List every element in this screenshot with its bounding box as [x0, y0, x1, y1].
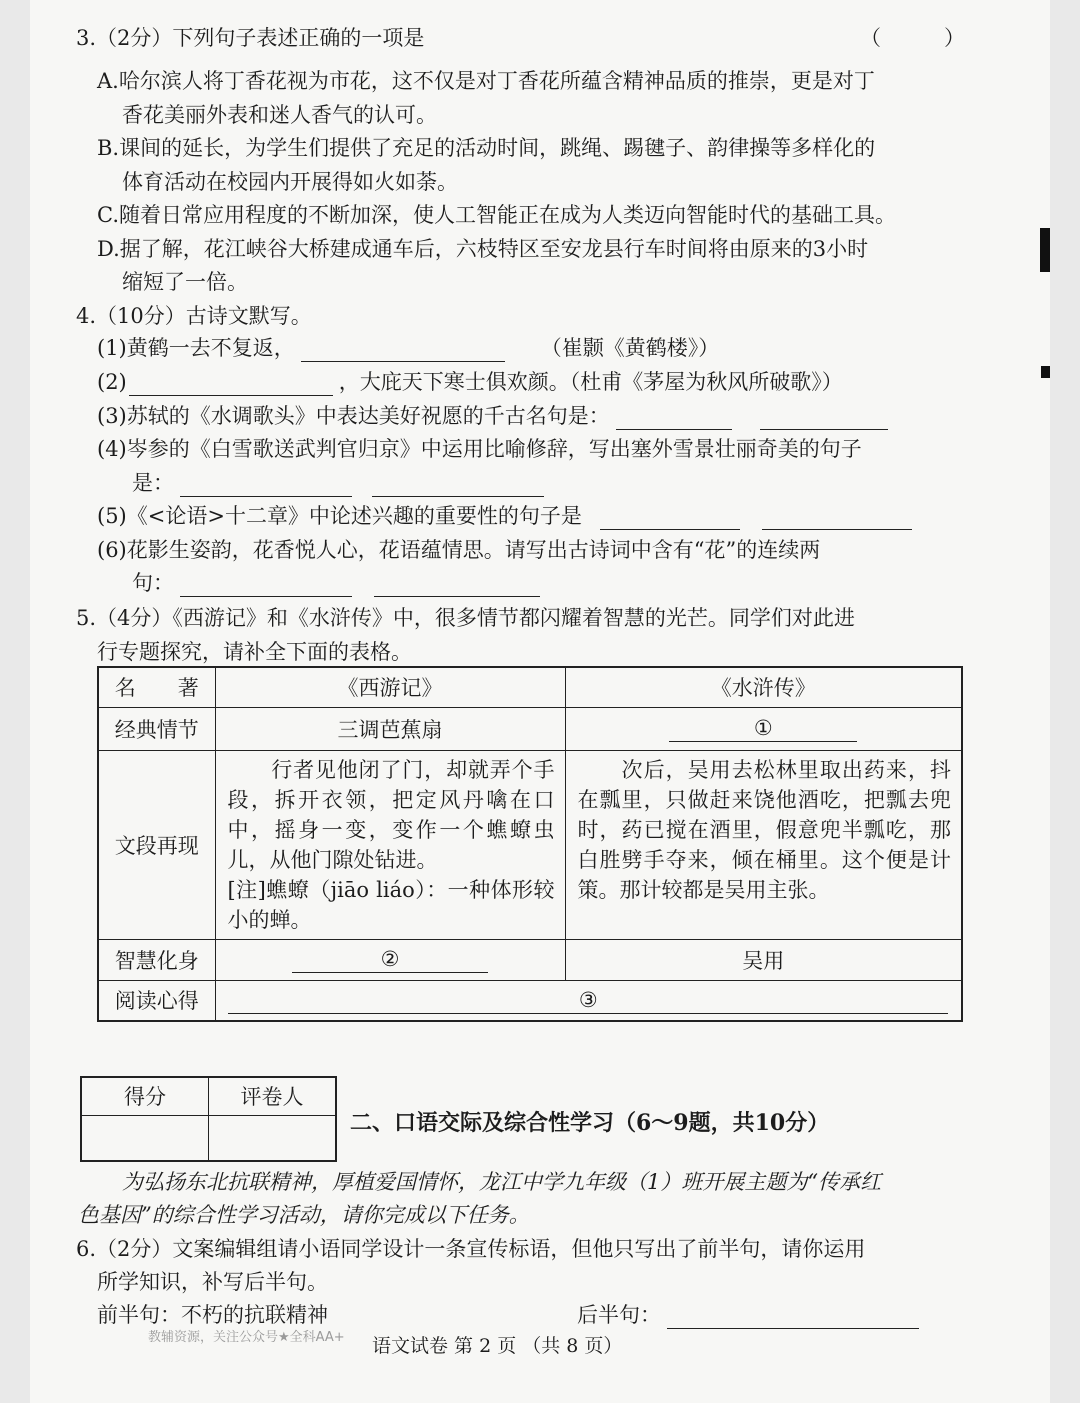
q4-item-5-text: (5)《<论语>十二章》中论述兴趣的重要性的句子是	[97, 504, 582, 528]
q6-first-half	[97, 1301, 328, 1329]
q6-second-half-blank[interactable]	[667, 1308, 919, 1329]
q4-blank-4b[interactable]	[372, 476, 544, 497]
q6-first-half-value: 不朽的抗联精神	[181, 1303, 328, 1327]
q4-blank-5b[interactable]	[762, 509, 912, 530]
q4-item-6-line2	[132, 569, 546, 597]
q6-second-half-label: 后半句：	[577, 1303, 661, 1327]
answer-blank-3[interactable]: ③	[228, 987, 948, 1014]
q3-option-d-line1: D.据了解，花江峡谷大桥建成通车后，六枝特区至安龙县行车时间将由原来的3小时	[97, 237, 869, 261]
row-label-plot: 经典情节	[98, 707, 215, 750]
q3-option-a-line2: 香花美丽外表和迷人香气的认可。	[122, 103, 437, 127]
q4-item-2-num: (2)	[97, 370, 127, 394]
q4-blank-5a[interactable]	[600, 509, 740, 530]
q4-blank-1[interactable]	[301, 341, 505, 362]
q4-item-2	[97, 368, 843, 396]
q6-stem-line1: 6.（2分）文案编辑组请小语同学设计一条宣传标语，但他只写出了前半句，请你运用	[76, 1237, 866, 1261]
table-header-title: 名 著	[98, 667, 215, 707]
q4-stem: 4.（10分）古诗文默写。	[76, 304, 312, 328]
page-footer: 语文试卷 第 2 页 （共 8 页）	[372, 1335, 623, 1357]
q4-blank-2[interactable]	[129, 375, 333, 396]
watermark-text: 教辅资源，关注公众号★全科AA+	[148, 1330, 345, 1345]
q4-item-1-source: （崔颢《黄鹤楼》）	[540, 336, 720, 360]
score-box	[80, 1076, 337, 1162]
section-2-intro-line1: 为弘扬东北抗联精神，厚植爱国情怀，龙江中学九年级（1）班开展主题为“传承红	[122, 1170, 882, 1194]
scan-mark-bottom	[1041, 366, 1050, 378]
q4-blank-3a[interactable]	[616, 409, 732, 430]
section-2-intro-line2: 色基因”的综合性学习活动，请你完成以下任务。	[78, 1203, 530, 1227]
q3-stem: 3.（2分）下列句子表述正确的一项是	[76, 26, 425, 50]
q4-item-6-prompt: 句：	[132, 571, 174, 595]
q4-item-3	[97, 402, 894, 430]
q3-option-a-line1: A.哈尔滨人将丁香花视为市花，这不仅是对丁香花所蕴含精神品质的推崇，更是对丁	[97, 69, 875, 93]
q6-first-half-label: 前半句：	[97, 1303, 181, 1327]
q3-option-d-line2: 缩短了一倍。	[122, 270, 248, 294]
q4-item-2-text: ，大庇天下寒士俱欢颜。（杜甫《茅屋为秋风所破歌》）	[338, 370, 843, 394]
q5-stem-line1: 5.（4分）《西游记》和《水浒传》中，很多情节都闪耀着智慧的光芒。同学们对此进	[76, 606, 855, 630]
answer-blank-2[interactable]: ②	[292, 946, 488, 973]
q3-option-b-line2: 体育活动在校园内开展得如火如荼。	[122, 170, 458, 194]
cell-shuihuzhuan-excerpt: 次后，吴用去松林里取出药来，抖在瓢里，只做赶来饶他酒吃，把瓢去兜时，药已搅在酒里，假意兜半瓢吃，那白胜劈手夺来，倾在桶里。这个便是计策。那计较都是吴用主张。	[565, 750, 962, 939]
cell-shuihuzhuan-wisdom: 吴用	[565, 939, 962, 980]
q4-item-6-line1: (6)花影生姿韵，花香悦人心，花语蕴情思。请写出古诗词中含有“花”的连续两	[97, 538, 821, 562]
table-header-shuihuzhuan: 《水浒传》	[565, 667, 962, 707]
grader-cell[interactable]	[209, 1115, 337, 1161]
q3-option-b-line1: B.课间的延长，为学生们提供了充足的活动时间，跳绳、踢毽子、韵律操等多样化的	[97, 136, 876, 160]
table-header-xiyouji: 《西游记》	[215, 667, 565, 707]
q3-answer-paren[interactable]: （ ）	[860, 26, 965, 50]
row-label-excerpt: 文段再现	[98, 750, 215, 939]
scan-mark-top	[1040, 228, 1050, 272]
q4-item-4-line1: (4)岑参的《白雪歌送武判官归京》中运用比喻修辞，写出塞外雪景壮丽奇美的句子	[97, 437, 862, 461]
score-label: 得分	[81, 1077, 209, 1115]
q3-option-c: C.随着日常应用程度的不断加深，使人工智能正在成为人类迈向智能时代的基础工具。	[97, 203, 896, 227]
q4-item-4-prompt: 是：	[132, 471, 174, 495]
cell-xiyouji-plot: 三调芭蕉扇	[215, 707, 565, 750]
grader-label: 评卷人	[209, 1077, 337, 1115]
cell-xiyouji-excerpt	[215, 750, 565, 939]
q4-item-1-text: (1)黄鹤一去不复返，	[97, 336, 295, 360]
cell-shuihuzhuan-plot[interactable]	[565, 707, 962, 750]
section-2-title: 二、口语交际及综合性学习（6～9题，共10分）	[350, 1110, 830, 1136]
row-label-wisdom: 智慧化身	[98, 939, 215, 980]
xiyouji-excerpt-note: [注]蟭蟟（jiāo liáo）：一种体形较小的蝉。	[227, 877, 555, 932]
xiyouji-excerpt-text: 行者见他闭了门，却就弄个手段，拆开衣领，把定风丹噙在口中，摇身一变，变作一个蟭蟟虫儿，从他门隙处钻进。	[227, 757, 555, 872]
answer-blank-1[interactable]: ①	[669, 715, 857, 742]
q4-item-4-line2	[132, 469, 550, 497]
cell-reflection[interactable]	[215, 980, 962, 1021]
q4-blank-6b[interactable]	[374, 576, 540, 597]
q4-blank-4a[interactable]	[180, 476, 352, 497]
row-label-reflection: 阅读心得	[98, 980, 215, 1021]
q4-item-1	[97, 334, 719, 362]
q4-item-5	[97, 502, 918, 530]
q6-second-half	[577, 1301, 925, 1329]
q5-stem-line2: 行专题探究，请补全下面的表格。	[97, 640, 412, 664]
q6-stem-line2: 所学知识，补写后半句。	[97, 1270, 328, 1294]
q4-item-3-text: (3)苏轼的《水调歌头》中表达美好祝愿的千古名句是：	[97, 404, 610, 428]
cell-xiyouji-wisdom[interactable]	[215, 939, 565, 980]
score-cell[interactable]	[81, 1115, 209, 1161]
q4-blank-3b[interactable]	[760, 409, 888, 430]
classics-table	[97, 666, 963, 1022]
q4-blank-6a[interactable]	[180, 576, 352, 597]
